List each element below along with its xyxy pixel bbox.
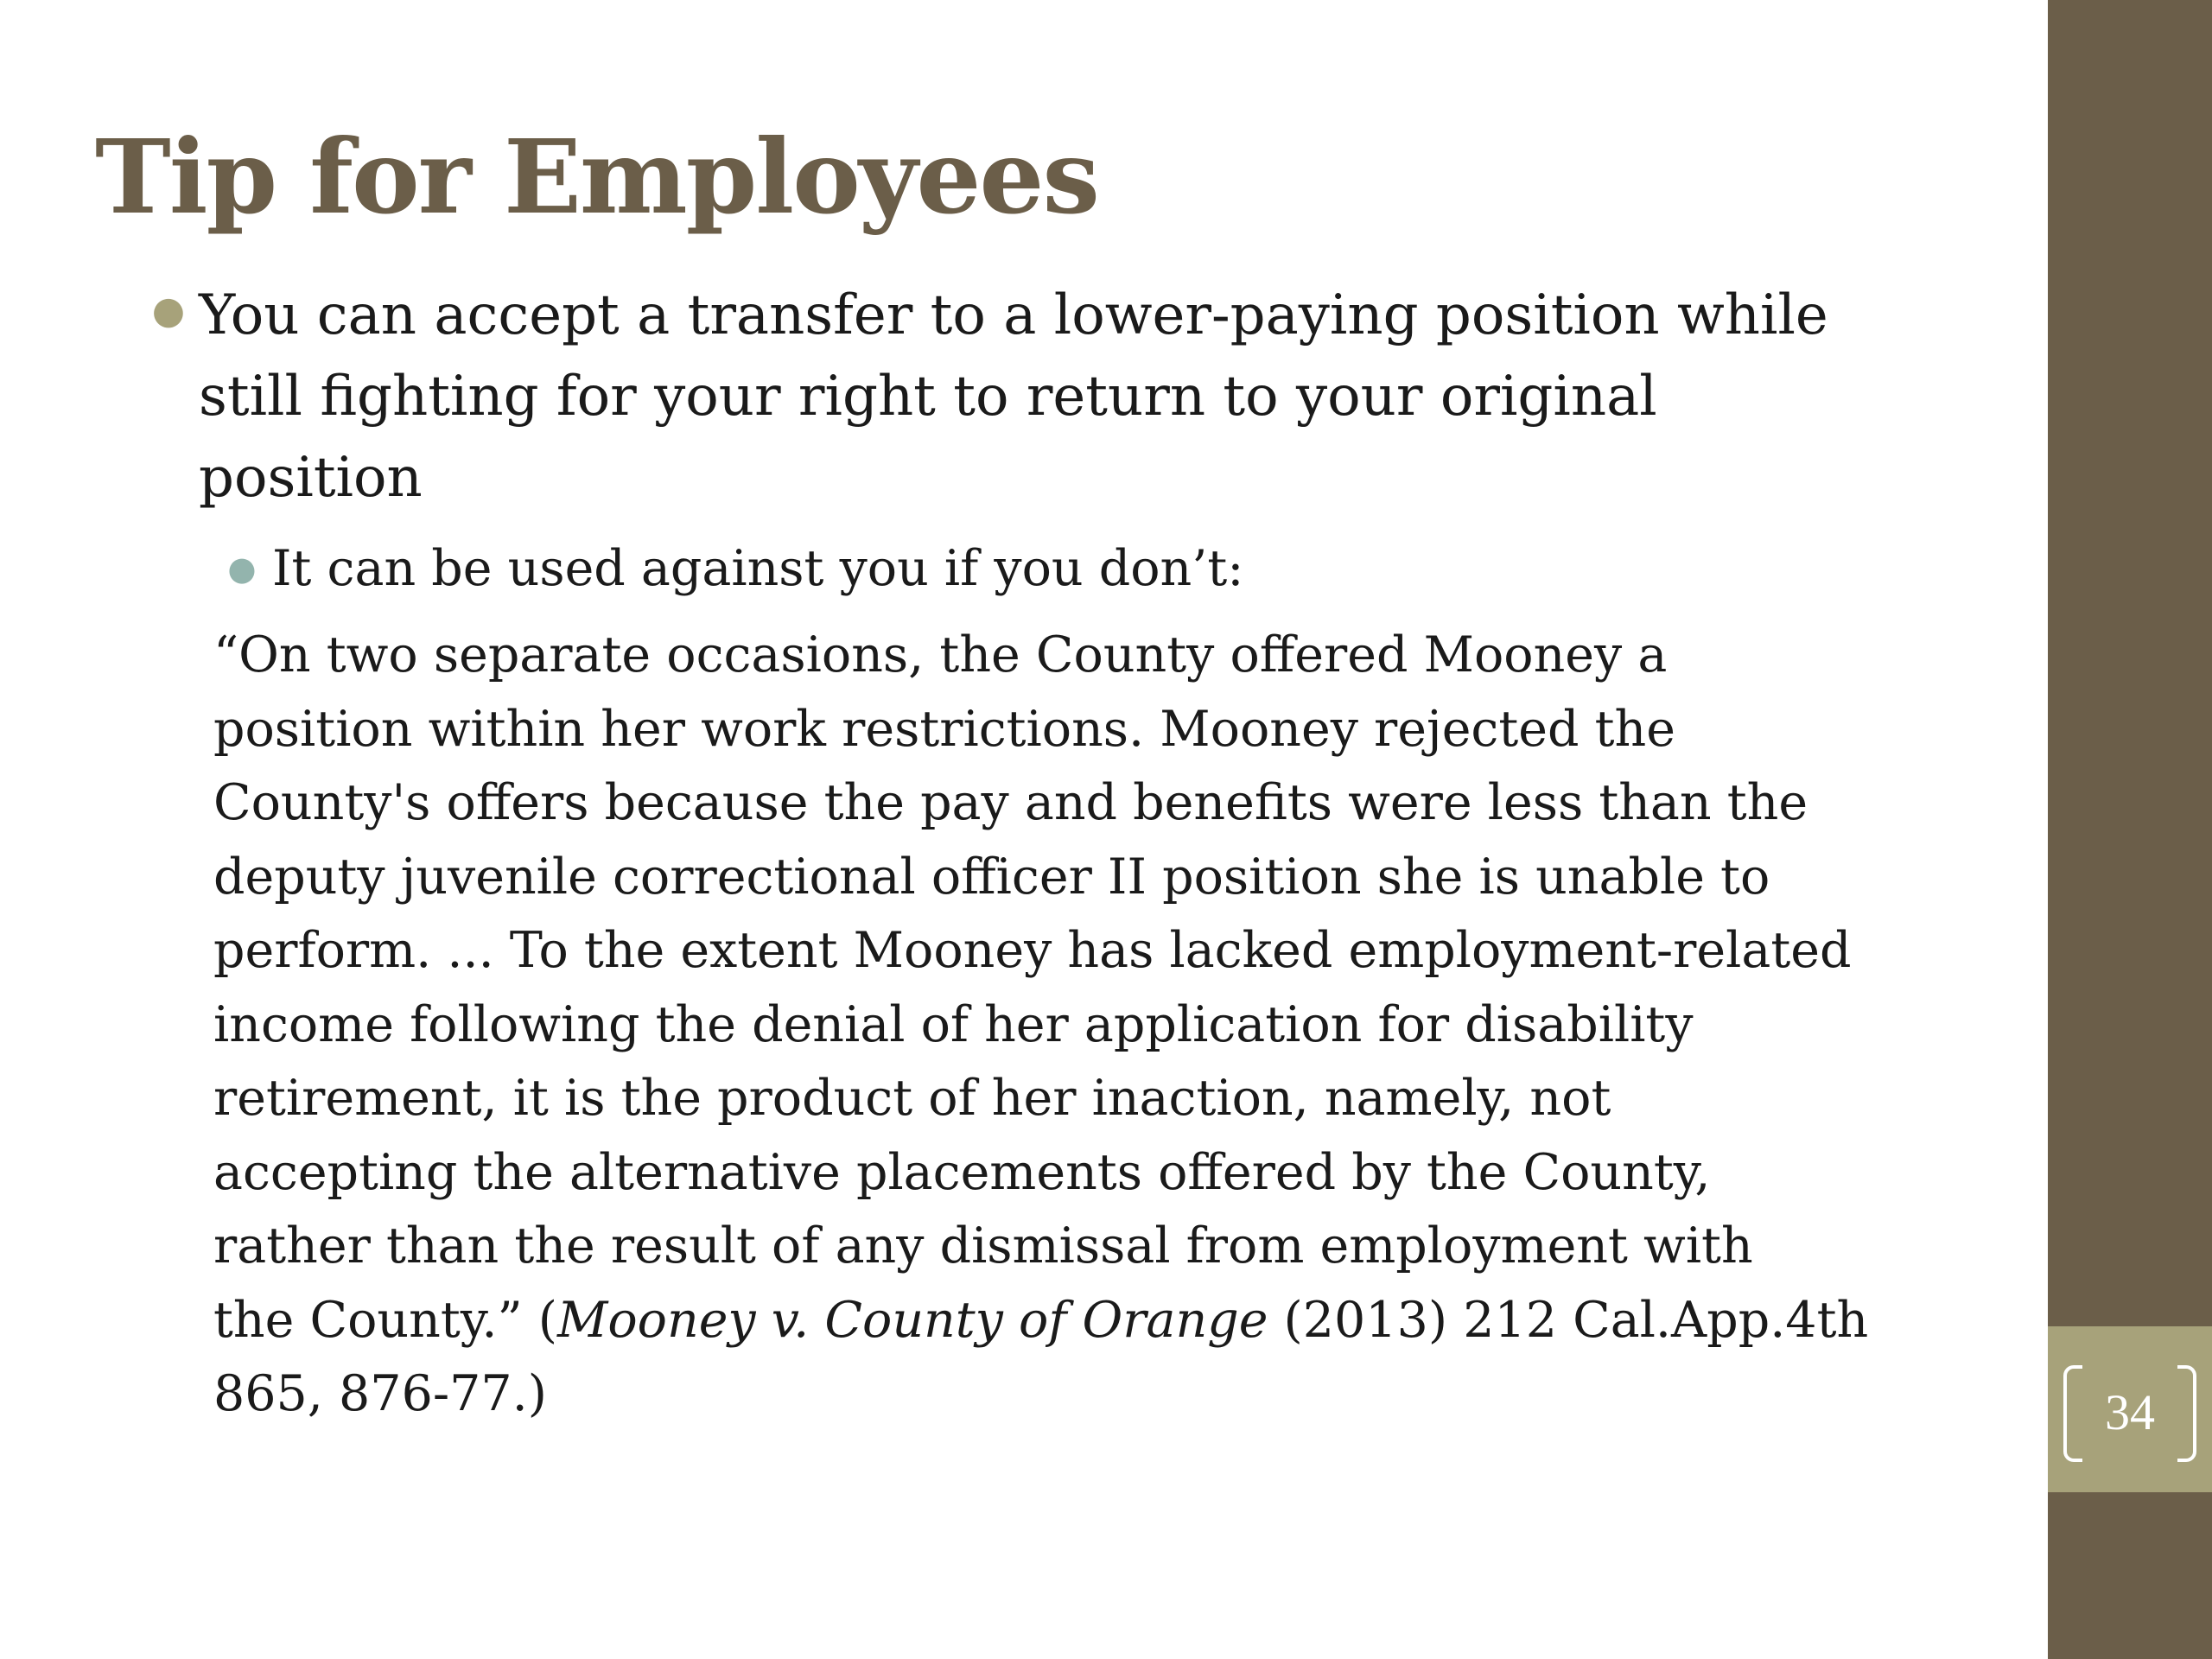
quote-line: perform. ... To the extent Mooney has lacked employment-related [213, 922, 1852, 979]
quote-line: rather than the result of any dismissal from employment with [213, 1217, 1753, 1274]
bullet-dot-icon: ● [227, 550, 257, 588]
bullet-text: It can be used against you if you don’t: [272, 540, 1244, 597]
case-quote [213, 619, 1959, 1432]
quote-line-prefix: the County.” ( [213, 1291, 557, 1349]
citation-reporter: (2013) 212 Cal.App.4th [1268, 1291, 1869, 1349]
bullet-text: You can accept a transfer to a lower-paying position while still fighting for your right to return to your original position [199, 283, 1828, 510]
bullet-item-level-2 [212, 534, 1923, 603]
quote-line: deputy juvenile correctional officer II position she is unable to [213, 848, 1770, 906]
bullet-dot-icon: ● [151, 289, 186, 333]
page-number: 34 [2105, 1384, 2155, 1440]
quote-line: retirement, it is the product of her inaction, namely, not [213, 1070, 1611, 1127]
case-name: Mooney v. County of Orange [556, 1291, 1268, 1349]
quote-line: income following the denial of her application for disability [213, 995, 1694, 1053]
slide-title: Tip for Employees [95, 117, 1098, 237]
quote-line: accepting the alternative placements offered by the County, [213, 1143, 1711, 1201]
quote-citation-line [213, 1284, 1959, 1358]
citation-pages: 865, 876-77.) [213, 1365, 547, 1422]
page-number-bracket-left [2063, 1365, 2082, 1462]
quote-line: County's offers because the pay and benefits were less than the [213, 774, 1808, 831]
bullet-item-level-1 [138, 275, 1918, 518]
quote-line: position within her work restrictions. Mooney rejected the [213, 700, 1675, 758]
page-number-bracket-right [2177, 1365, 2196, 1462]
quote-line: “On two separate occasions, the County offered Mooney a [213, 626, 1668, 683]
